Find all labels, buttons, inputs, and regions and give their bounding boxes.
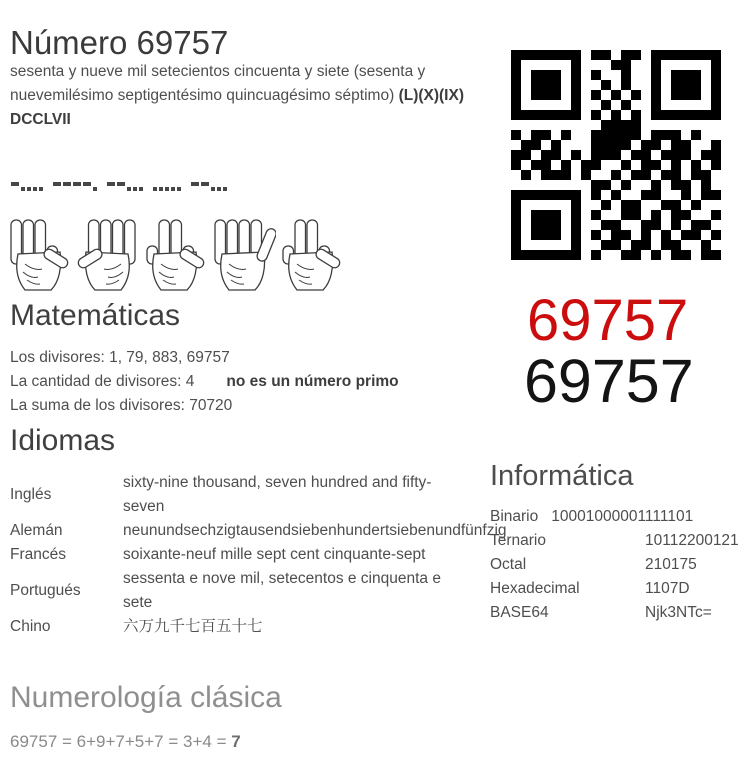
language-label: Portugués	[10, 582, 81, 599]
base-value: 210175	[645, 556, 697, 573]
qr-code	[511, 50, 721, 260]
table-row	[10, 615, 472, 639]
morse-dot	[165, 187, 169, 191]
section-heading-idiomas: Idiomas	[10, 424, 116, 457]
formula-result: 7	[231, 732, 241, 751]
base-label: Octal	[490, 556, 527, 573]
morse-dash	[53, 182, 61, 186]
base-label: BASE64	[490, 604, 549, 621]
morse-dot	[211, 187, 215, 191]
computing-table	[490, 505, 750, 625]
language-label: Inglés	[10, 486, 52, 503]
morse-dot	[21, 187, 25, 191]
divisor-count-line	[10, 370, 480, 394]
morse-dot	[171, 187, 175, 191]
morse-dot	[39, 187, 43, 191]
language-value: sessenta e nove mil, setecentos e cinquenta e sete	[123, 570, 441, 611]
hand-sign-6	[6, 204, 72, 292]
morse-dot	[223, 187, 227, 191]
language-value: soixante-neuf mille sept cent cinquante-sept	[123, 546, 426, 563]
qr-code-image	[511, 50, 721, 260]
morse-dot	[133, 187, 137, 191]
language-label: Francés	[10, 546, 66, 563]
morse-dash	[11, 182, 19, 186]
language-value: neunundsechzigtausendsiebenhundertsiebenundfünfzig	[123, 522, 507, 539]
hand-signs	[6, 204, 344, 292]
page-title: Número 69757	[10, 24, 229, 62]
number-description	[10, 60, 478, 132]
big-number-black: 69757	[524, 347, 694, 415]
hand-sign-7	[142, 204, 208, 292]
formula-body: 69757 = 6+9+7+5+7 = 3+4 =	[10, 732, 232, 751]
table-row	[490, 553, 750, 577]
divisor-count: La cantidad de divisores: 4	[10, 373, 195, 390]
section-heading-numerologia: Numerología clásica	[10, 681, 282, 714]
morse-dot	[153, 187, 157, 191]
hand-sign-7	[278, 204, 344, 292]
table-row	[490, 529, 750, 553]
numerology-formula	[10, 731, 241, 753]
base-value: 10112200121	[645, 532, 739, 549]
language-value: 六万九千七百五十七	[123, 618, 263, 635]
table-row	[490, 505, 750, 529]
hand-sign-9	[74, 204, 140, 292]
base-value: Njk3NTc=	[645, 604, 712, 621]
divisors-line: Los divisores: 1, 79, 883, 69757	[10, 349, 230, 366]
language-label: Alemán	[10, 522, 63, 539]
not-prime-label: no es un número primo	[226, 373, 399, 390]
base-value: 10001000001111101	[551, 508, 694, 525]
morse-code	[10, 180, 228, 198]
base-label: Binario	[490, 508, 539, 525]
base-label: Hexadecimal	[490, 580, 580, 597]
divisor-sum-line: La suma de los divisores: 70720	[10, 397, 233, 414]
morse-dash	[117, 182, 125, 186]
language-value: sixty-nine thousand, seven hundred and fifty-seven	[123, 474, 432, 515]
morse-dash	[107, 182, 115, 186]
base-value: 1107D	[645, 580, 690, 597]
morse-dot	[139, 187, 143, 191]
math-facts	[10, 346, 480, 418]
table-row	[490, 601, 750, 625]
big-number-red: 69757	[527, 288, 689, 353]
morse-dot	[93, 187, 97, 191]
section-heading-matematicas: Matemáticas	[10, 299, 181, 332]
morse-dot	[33, 187, 37, 191]
morse-dash	[191, 182, 199, 186]
languages-table	[10, 471, 507, 639]
morse-dot	[177, 187, 181, 191]
table-row	[10, 543, 472, 567]
number-words-spanish: sesenta y nueve mil setecientos cincuenta y siete (sesenta y nuevemilésimo septigentésimo quincuagésimo séptimo)	[10, 63, 426, 104]
base-label: Ternario	[490, 532, 546, 549]
table-row	[10, 567, 472, 615]
morse-dash	[73, 182, 81, 186]
morse-dash	[63, 182, 71, 186]
language-label: Chino	[10, 618, 51, 635]
morse-dash	[201, 182, 209, 186]
morse-dot	[159, 187, 163, 191]
morse-dot	[127, 187, 131, 191]
hand-sign-5	[210, 204, 276, 292]
table-row	[490, 577, 750, 601]
table-row	[10, 471, 472, 519]
section-heading-informatica: Informática	[490, 460, 634, 492]
roman-numeral: (L)(X)(IX) DCCLVII	[10, 87, 464, 128]
morse-dot	[27, 187, 31, 191]
morse-dot	[217, 187, 221, 191]
table-row	[10, 519, 507, 543]
morse-dash	[83, 182, 91, 186]
